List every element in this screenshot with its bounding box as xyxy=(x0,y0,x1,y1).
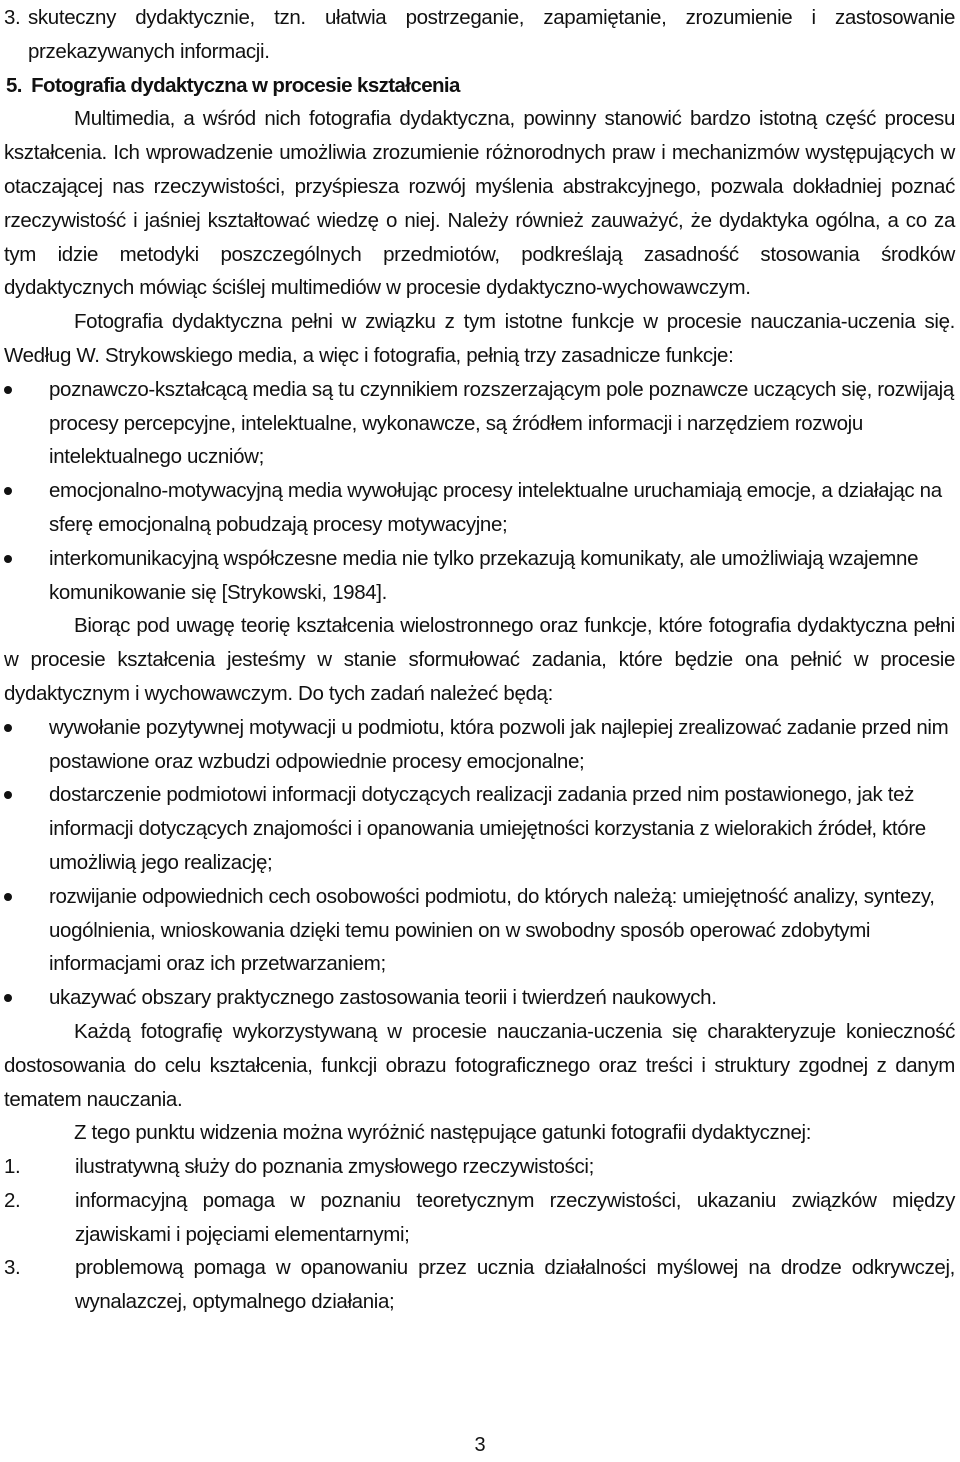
bullet-icon xyxy=(4,555,12,563)
item-text: skuteczny dydaktycznie, tzn. ułatwia postrzeganie, zapamiętanie, zrozumienie i zastosowanie przekazywanych informacji. xyxy=(28,6,955,63)
list-item-text: rozwijanie odpowiednich cech osobowości podmiotu, do których należą: umiejętność analizy, syntezy, uogólnienia, wnioskowania dzięki temu powinien on w swobodny sposób operować zdobytymi informacjami oraz ich przetwarzaniem; xyxy=(49,884,935,976)
page-content xyxy=(4,1,955,1319)
list-item-number: 3. xyxy=(4,1256,21,1280)
list-item-number: 1. xyxy=(4,1155,21,1179)
bullet-icon xyxy=(4,893,12,901)
list-item-number: 2. xyxy=(4,1188,21,1212)
section-title: Fotografia dydaktyczna w procesie kształcenia xyxy=(31,73,460,97)
bullet-icon xyxy=(4,386,12,394)
list-item-text: ilustratywną służy do poznania zmysłowego rzeczywistości; xyxy=(75,1155,594,1179)
paragraph-functions-intro: Fotografia dydaktyczna pełni w związku z tym istotne funkcje w procesie nauczania-uczenia się. Według W. Strykowskiego media, a więc i fotografia, pełnią trzy zasadnicze funkcje: xyxy=(4,310,955,367)
list-item xyxy=(4,778,955,879)
bullet-icon xyxy=(4,994,12,1002)
paragraph-photo-characteristics: Każdą fotografię wykorzystywaną w procesie nauczania-uczenia się charakteryzuje konieczność dostosowania do celu kształcenia, funkcji obrazu fotograficznego oraz treści i struktury zgodnej z danym tematem nauczania. xyxy=(4,1019,955,1111)
list-item-text: wywołanie pozytywnej motywacji u podmiotu, która pozwoli jak najlepiej zrealizować zadanie przed nim postawione oraz wzbudzi odpowiednie procesy emocjonalne; xyxy=(49,715,949,773)
list-item-3 xyxy=(4,1,955,69)
list-item-text: ukazywać obszary praktycznego zastosowania teorii i twierdzeń naukowych. xyxy=(49,986,717,1010)
list-item xyxy=(4,1184,955,1252)
list-item-text: informacyjną pomaga w poznaniu teoretycznym rzeczywistości, ukazaniu związków między zjawiskami i pojęciami elementarnymi; xyxy=(75,1188,955,1246)
list-item xyxy=(4,373,955,474)
section-heading xyxy=(6,69,955,103)
list-item xyxy=(4,880,955,981)
paragraph-tasks-intro: Biorąc pod uwagę teorię kształcenia wielostronnego oraz funkcje, które fotografia dydaktyczna pełni w procesie kształcenia jesteśmy w stanie sformułować zadania, które będzie ona pełnić w procesie dydaktycznym i wychowawczym. Do tych zadań należeć będą: xyxy=(4,614,955,705)
list-item-text: poznawczo-kształcącą media są tu czynnikiem rozszerzającym pole poznawcze uczących się, rozwijają procesy percepcyjne, intelektualne, wykonawcze, są źródłem informacji i narzędziem rozwoju intelektualnego uczniów; xyxy=(49,377,954,469)
bullet-icon xyxy=(4,487,12,495)
list-item-text: dostarczenie podmiotowi informacji dotyczących realizacji zadania przed nim postawionego, jak też informacji dotyczących znajomości i opanowania umiejętności korzystania z wielorakich źródeł, które umożliwią jego realizację; xyxy=(49,783,926,874)
functions-list xyxy=(4,373,955,610)
paragraph-intro: Multimedia, a wśród nich fotografia dydaktyczna, powinny stanowić bardzo istotną część procesu kształcenia. Ich wprowadzenie umożliwia zrozumienie różnorodnych praw i mechanizmów występujących w otaczającej nas rzeczywistości, przyśpiesza rozwój myślenia abstrakcyjnego, pozwala dokładniej poznać rzeczywistość i jaśniej kształtować wiedzę o niej. Należy również zauważyć, że dydaktyka ogólna, a co za tym idzie metodyki poszczególnych przedmiotów, podkreślają zasadność stosowania środków dydaktycznych mówiąc ściślej multimediów w procesie dydaktyczno-wychowawczym. xyxy=(4,107,955,300)
list-item xyxy=(4,1251,955,1319)
list-item-text: problemową pomaga w opanowaniu przez ucznia działalności myślowej na drodze odkrywczej, wynalazczej, optymalnego działania; xyxy=(75,1256,955,1314)
paragraph-types-intro: Z tego punktu widzenia można wyróżnić następujące gatunki fotografii dydaktycznej: xyxy=(74,1121,812,1145)
list-item-text: emocjonalno-motywacyjną media wywołując procesy intelektualne uruchamiają emocje, a działając na sferę emocjonalną pobudzają procesy motywacyjne; xyxy=(49,479,942,536)
types-list xyxy=(4,1150,955,1319)
list-item xyxy=(4,1150,955,1184)
list-item xyxy=(4,542,955,610)
item-number: 3. xyxy=(4,6,21,29)
list-item xyxy=(4,981,955,1015)
bullet-icon xyxy=(4,724,12,732)
tasks-list xyxy=(4,711,955,1015)
list-item xyxy=(4,474,955,542)
section-number: 5. xyxy=(6,73,22,97)
bullet-icon xyxy=(4,791,12,799)
list-item-text: interkomunikacyjną współczesne media nie tylko przekazują komunikaty, ale umożliwiają wzajemne komunikowanie się [Strykowski, 1984]. xyxy=(49,546,919,604)
list-item xyxy=(4,711,955,779)
page-number: 3 xyxy=(474,1434,486,1456)
